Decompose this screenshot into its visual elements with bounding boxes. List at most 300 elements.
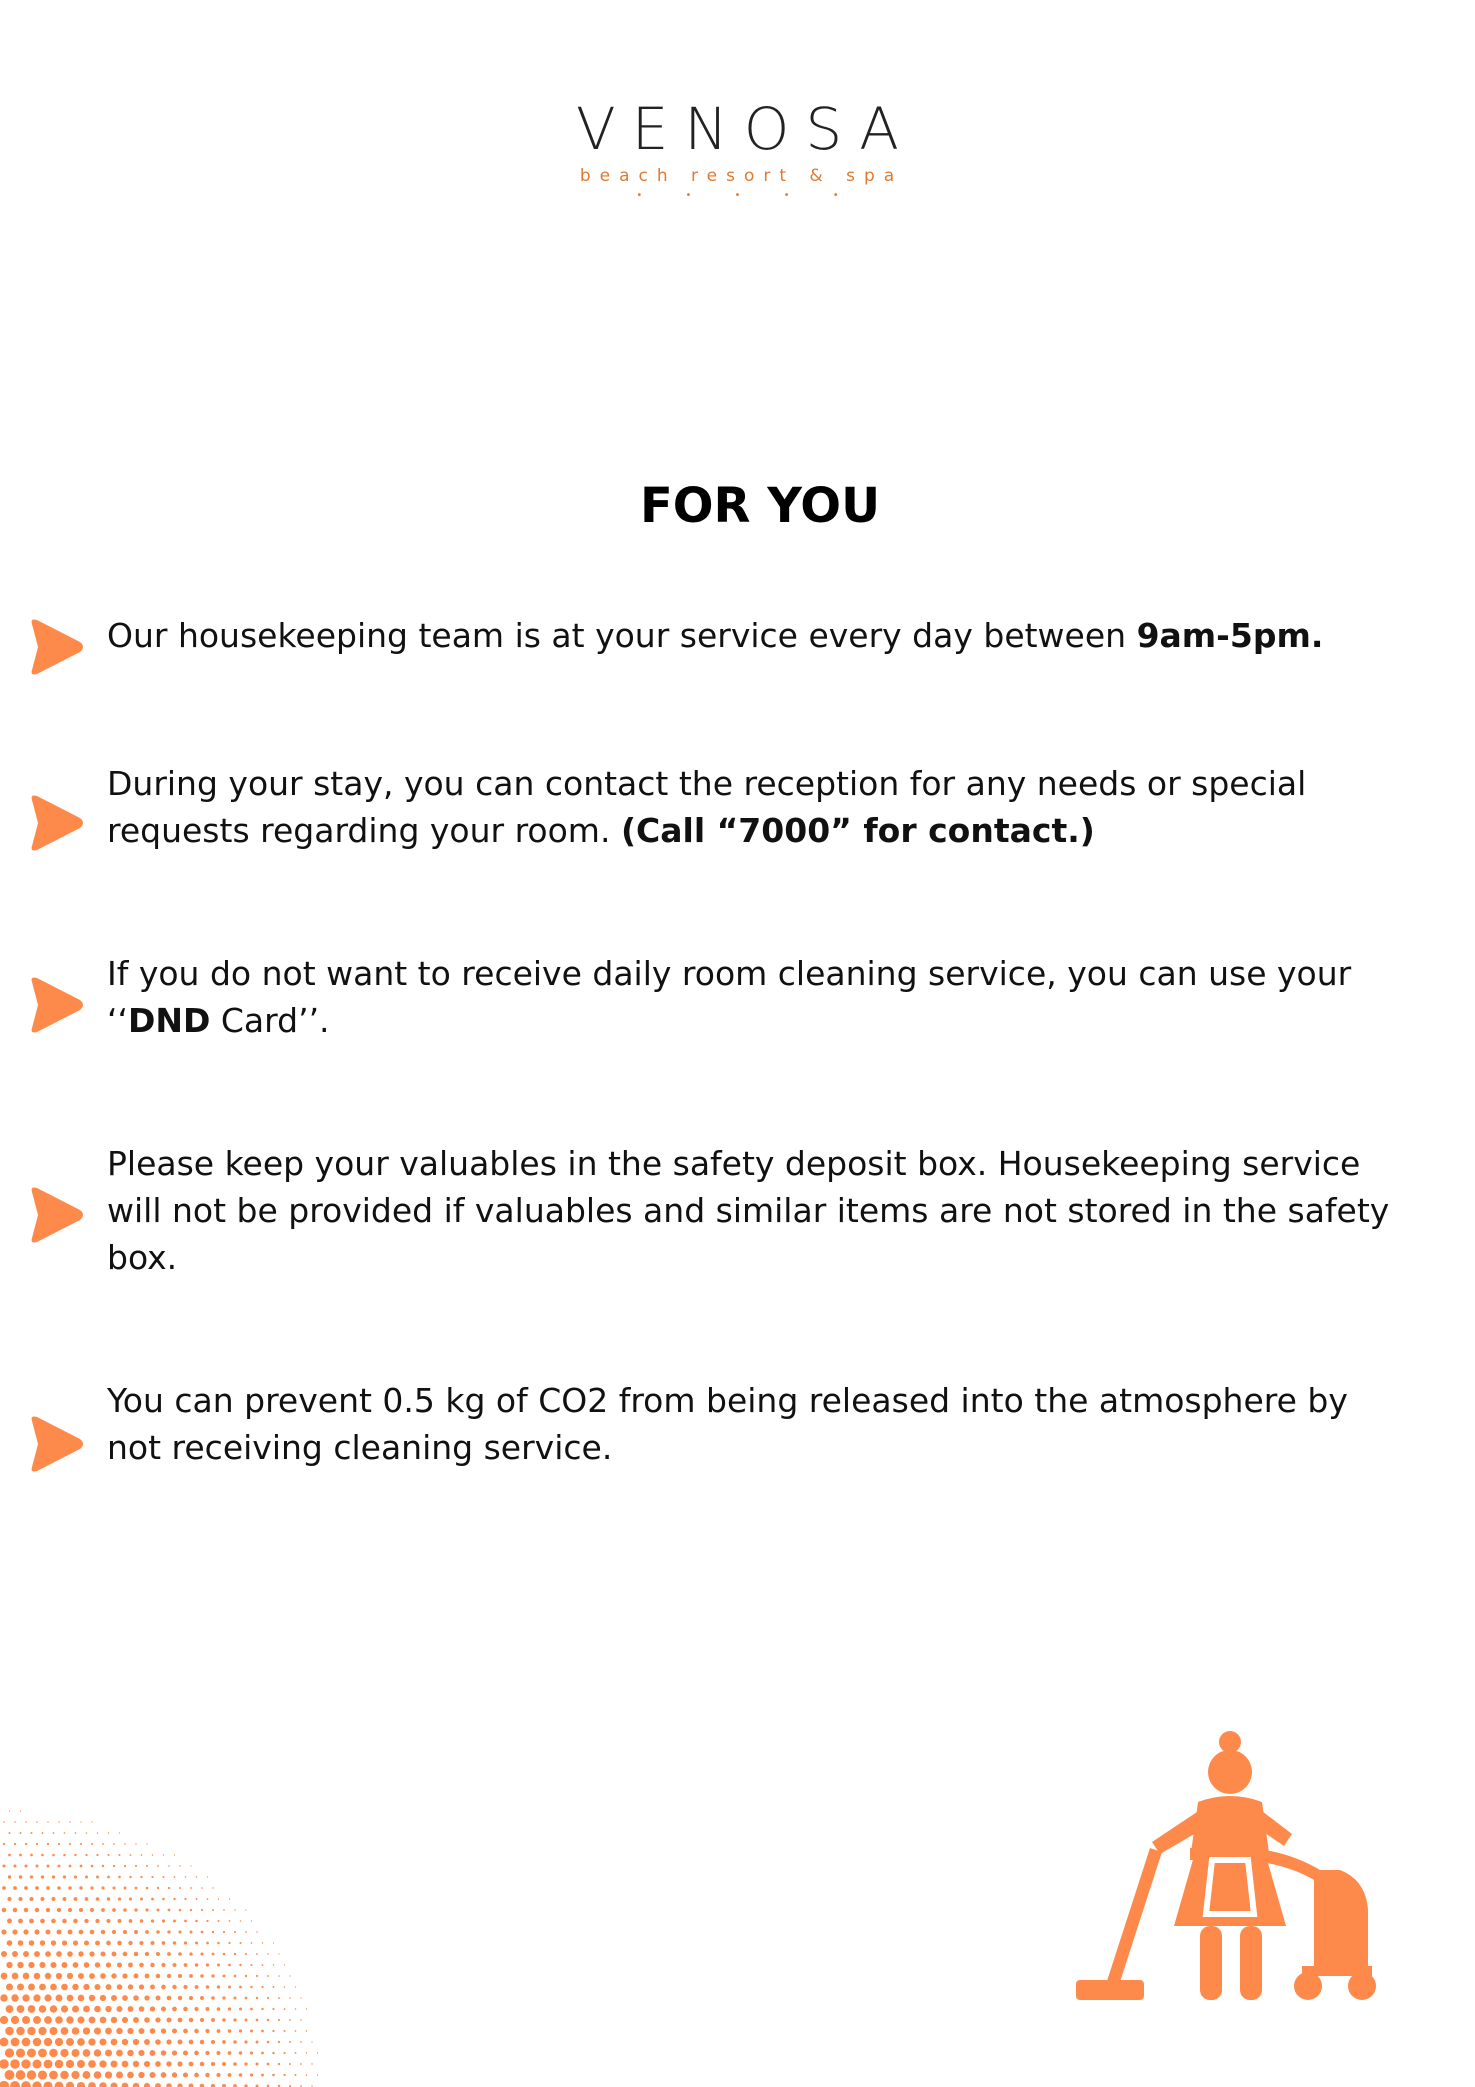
halftone-dot	[32, 2081, 41, 2087]
halftone-dot	[183, 2007, 187, 2011]
halftone-dot	[245, 1931, 247, 1933]
halftone-dot	[23, 1951, 29, 1957]
halftone-dot	[102, 1865, 104, 1867]
halftone-dot	[23, 1973, 30, 1980]
halftone-dot	[295, 2030, 297, 2032]
halftone-dot	[212, 1931, 214, 1933]
halftone-dot	[306, 2008, 307, 2009]
halftone-dot	[172, 1985, 176, 1989]
halftone-dot	[55, 2060, 64, 2069]
halftone-dot	[86, 1832, 88, 1834]
halftone-dot	[80, 1865, 83, 1868]
halftone-dot	[217, 1920, 219, 1922]
halftone-dot	[69, 1821, 70, 1822]
halftone-dot	[38, 2049, 47, 2058]
halftone-dot	[229, 1920, 231, 1922]
halftone-dot	[111, 1973, 116, 1978]
halftone-dot	[117, 1984, 123, 1990]
info-text: You can prevent 0.5 kg of CO2 from being released into the atmosphere by not receiving cleaning service.	[107, 1381, 1348, 1467]
halftone-dot	[183, 2072, 188, 2077]
halftone-dot	[311, 2063, 312, 2064]
halftone-dot	[100, 1995, 106, 2001]
halftone-dot	[189, 1996, 193, 2000]
halftone-dot	[228, 2051, 232, 2055]
halftone-dot	[0, 2081, 9, 2087]
halftone-dot	[189, 2040, 194, 2045]
halftone-dot	[134, 1952, 139, 1957]
halftone-dot	[196, 1898, 198, 1900]
halftone-dot	[317, 2074, 318, 2075]
halftone-dot	[20, 1810, 21, 1811]
halftone-dot	[56, 1951, 62, 1957]
halftone-dot	[5, 2027, 14, 2036]
halftone-dot	[184, 1920, 187, 1923]
halftone-dot	[62, 1962, 68, 1968]
halftone-dot	[251, 1920, 252, 1921]
halftone-dot	[96, 1897, 100, 1901]
halftone-dot	[119, 1854, 121, 1856]
halftone-dot	[151, 1941, 155, 1945]
halftone-dot	[151, 1876, 153, 1878]
halftone-dot	[172, 2050, 177, 2055]
halftone-dot	[68, 1886, 72, 1890]
halftone-dot	[77, 2038, 85, 2046]
halftone-dot	[84, 1940, 89, 1945]
halftone-dot	[18, 1897, 22, 1901]
halftone-dot	[207, 1876, 208, 1877]
halftone-dot	[177, 2083, 182, 2087]
halftone-dot	[196, 1876, 197, 1877]
halftone-dot	[21, 2059, 30, 2068]
halftone-dot	[234, 1909, 235, 1910]
halftone-dot	[128, 1963, 133, 1968]
halftone-dot	[161, 1963, 165, 1967]
halftone-dot	[141, 1854, 143, 1856]
halftone-dot	[77, 2060, 85, 2068]
halftone-dot	[2, 1886, 6, 1890]
halftone-dot	[57, 1886, 61, 1890]
halftone-dot	[211, 1996, 215, 2000]
halftone-dot	[106, 1919, 110, 1923]
halftone-dot	[122, 2039, 129, 2046]
halftone-dot	[64, 1832, 66, 1834]
halftone-dot	[66, 2016, 73, 2023]
halftone-dot	[3, 1821, 5, 1823]
halftone-dot	[124, 1843, 126, 1845]
halftone-dot	[146, 1887, 149, 1890]
halftone-dot	[19, 1875, 22, 1878]
halftone-dot	[21, 2081, 31, 2087]
halftone-dot	[250, 2051, 253, 2054]
halftone-dot	[144, 2061, 150, 2067]
halftone-dot	[12, 1951, 18, 1957]
halftone-dot	[6, 1983, 13, 1990]
halftone-dot	[77, 2082, 85, 2087]
halftone-dot	[189, 2084, 194, 2087]
venosa-logo	[0, 95, 1475, 201]
halftone-dot	[144, 2017, 150, 2023]
halftone-dot	[3, 1843, 5, 1845]
halftone-dot	[200, 2040, 204, 2044]
halftone-dot	[13, 1908, 18, 1913]
halftone-dot	[234, 1931, 236, 1933]
halftone-dot	[61, 1984, 68, 1991]
halftone-dot	[267, 1997, 269, 1999]
halftone-dot	[14, 1821, 16, 1823]
halftone-dot	[222, 2062, 226, 2066]
halftone-dot	[200, 2018, 204, 2022]
halftone-dot	[138, 2050, 144, 2056]
halftone-dot	[30, 1854, 33, 1857]
halftone-dot	[83, 2027, 90, 2034]
halftone-dot	[41, 1854, 44, 1857]
halftone-dot	[261, 1986, 263, 1988]
halftone-dot	[118, 1897, 121, 1900]
halftone-dot	[261, 2052, 264, 2055]
halftone-dot	[289, 1975, 290, 1976]
halftone-dot	[168, 1887, 170, 1889]
halftone-dot	[228, 1964, 231, 1967]
halftone-dot	[72, 2049, 80, 2057]
halftone-dot	[13, 1886, 17, 1890]
halftone-dot	[50, 2005, 57, 2012]
halftone-dot	[273, 1942, 274, 1943]
halftone-dot	[289, 2019, 291, 2021]
halftone-dot	[173, 1898, 175, 1900]
halftone-dot	[267, 2041, 270, 2044]
halftone-dot	[90, 1908, 94, 1912]
halftone-dot	[18, 1940, 24, 1946]
arrow-bullet-icon	[28, 1413, 86, 1475]
halftone-dot	[229, 1898, 230, 1899]
halftone-dot	[278, 1997, 280, 1999]
halftone-dot	[0, 2059, 9, 2069]
halftone-dot	[128, 2006, 134, 2012]
halftone-dot	[105, 2028, 112, 2035]
halftone-dot	[39, 1984, 46, 1991]
halftone-dot	[11, 1994, 18, 2001]
halftone-dot	[105, 2049, 112, 2056]
halftone-dot	[73, 1940, 78, 1945]
halftone-dot	[206, 1920, 208, 1922]
halftone-dot	[177, 2039, 182, 2044]
halftone-dot	[129, 1876, 131, 1878]
halftone-dot	[17, 2005, 25, 2013]
halftone-dot	[306, 2074, 308, 2076]
halftone-dot	[133, 2039, 139, 2045]
halftone-dot	[66, 2082, 74, 2087]
halftone-dot	[190, 1865, 191, 1866]
halftone-dot	[28, 2005, 36, 2013]
halftone-dot	[178, 1952, 182, 1956]
halftone-dot	[190, 1887, 192, 1889]
halftone-dot	[295, 2008, 297, 2010]
halftone-dot	[80, 1843, 82, 1845]
halftone-dot	[101, 1930, 105, 1934]
halftone-dot	[161, 2028, 166, 2033]
halftone-dot	[284, 1986, 286, 1988]
halftone-dot	[108, 1832, 109, 1833]
halftone-dot	[44, 2038, 52, 2046]
halftone-dot	[156, 1974, 161, 1979]
halftone-dot	[295, 2052, 297, 2054]
halftone-dot	[239, 2051, 242, 2054]
halftone-dot	[28, 1962, 34, 1968]
halftone-dot	[201, 1887, 203, 1889]
halftone-dot	[261, 2030, 264, 2033]
halftone-dot	[200, 2062, 205, 2067]
halftone-dot	[190, 1909, 192, 1911]
halftone-dot	[179, 1865, 180, 1866]
halftone-dot	[177, 2061, 182, 2066]
halftone-dot	[135, 1843, 136, 1844]
halftone-dot	[29, 1919, 34, 1924]
halftone-dot	[107, 1897, 110, 1900]
halftone-dot	[8, 1854, 11, 1857]
halftone-dot	[163, 1876, 165, 1878]
halftone-dot	[157, 1887, 159, 1889]
halftone-dot	[133, 2017, 139, 2023]
halftone-dot	[311, 2041, 312, 2042]
halftone-dot	[205, 2073, 209, 2077]
halftone-dot	[83, 1984, 89, 1990]
halftone-dot	[118, 1876, 121, 1879]
halftone-dot	[105, 2071, 112, 2078]
halftone-dot	[127, 2028, 133, 2034]
halftone-dot	[113, 1843, 115, 1845]
halftone-dot	[107, 1876, 110, 1879]
halftone-dot	[0, 2038, 8, 2047]
halftone-dot	[228, 1942, 230, 1944]
halftone-dot	[139, 2006, 145, 2012]
halftone-dot	[122, 2061, 129, 2068]
halftone-dot	[217, 2029, 221, 2033]
halftone-dot	[34, 1951, 40, 1957]
halftone-dot	[151, 1898, 154, 1901]
halftone-dot	[7, 1919, 12, 1924]
halftone-dot	[156, 1930, 160, 1934]
halftone-dot	[194, 2051, 199, 2056]
halftone-dot	[36, 1843, 38, 1845]
halftone-dot	[167, 1996, 172, 2001]
halftone-dot	[25, 1821, 27, 1823]
halftone-dot	[45, 1951, 51, 1957]
logo-stars: • • • • •	[636, 190, 859, 201]
halftone-dot	[90, 1886, 93, 1889]
halftone-dot	[51, 1940, 56, 1945]
halftone-dot	[106, 1962, 111, 1967]
halftone-dot	[24, 1864, 27, 1867]
halftone-dot	[75, 1832, 77, 1834]
halftone-dot	[245, 1997, 248, 2000]
halftone-dot	[273, 1986, 275, 1988]
halftone-dot	[63, 1897, 67, 1901]
halftone-dot	[205, 2029, 209, 2033]
halftone-dot	[167, 1974, 171, 1978]
halftone-dot	[12, 1973, 19, 1980]
halftone-dot	[139, 2028, 145, 2034]
halftone-dot	[16, 2027, 24, 2035]
halftone-dot	[12, 1929, 17, 1934]
halftone-dot	[31, 1832, 33, 1834]
halftone-dot	[45, 1973, 51, 1979]
halftone-dot	[139, 1963, 144, 1968]
halftone-dot	[233, 2018, 236, 2021]
halftone-dot	[256, 2019, 259, 2022]
halftone-dot	[83, 2071, 91, 2079]
halftone-dot	[245, 1909, 246, 1910]
halftone-dot	[133, 2083, 140, 2087]
halftone-dot	[118, 1919, 122, 1923]
halftone-dot	[216, 2073, 220, 2077]
halftone-dot	[166, 2083, 172, 2087]
halftone-dot	[223, 1953, 226, 1956]
halftone-dot	[295, 1986, 296, 1987]
halftone-dot	[155, 2061, 161, 2067]
halftone-dot	[140, 1876, 142, 1878]
halftone-dot	[78, 1973, 84, 1979]
halftone-dot	[99, 2038, 106, 2045]
halftone-dot	[10, 2059, 20, 2069]
halftone-dot	[167, 1952, 171, 1956]
halftone-dot	[256, 1975, 258, 1977]
halftone-dot	[173, 1941, 176, 1944]
halftone-dot	[195, 1942, 198, 1945]
halftone-dot	[261, 2074, 264, 2077]
halftone-dot	[61, 2005, 68, 2012]
halftone-dot	[195, 1985, 199, 1989]
halftone-dot	[16, 2048, 25, 2057]
halftone-dot	[217, 1985, 220, 1988]
halftone-dot	[101, 1886, 104, 1889]
halftone-dot	[206, 1942, 209, 1945]
halftone-dot	[184, 1898, 186, 1900]
halftone-dot	[74, 1875, 77, 1878]
halftone-dot	[161, 2050, 167, 2056]
halftone-dot	[40, 1919, 45, 1924]
halftone-dot	[83, 2049, 91, 2057]
halftone-dot	[122, 2083, 129, 2087]
halftone-dots-decoration	[0, 1730, 380, 2087]
halftone-dot	[7, 1897, 11, 1901]
halftone-dot	[39, 1962, 45, 1968]
halftone-dot	[256, 2063, 259, 2066]
halftone-dot	[162, 1941, 166, 1945]
halftone-dot	[317, 2052, 318, 2053]
halftone-dot	[239, 2029, 242, 2032]
halftone-dot	[58, 1843, 60, 1845]
halftone-dot	[2, 1864, 5, 1867]
halftone-dot	[35, 1908, 39, 1912]
halftone-dot	[129, 1897, 132, 1900]
arrow-bullet-icon	[28, 792, 86, 854]
halftone-dot	[267, 1975, 269, 1977]
halftone-dot	[174, 1876, 176, 1878]
halftone-dot	[110, 2060, 117, 2067]
halftone-dot	[195, 1920, 198, 1923]
halftone-dot	[150, 2028, 156, 2034]
halftone-dot	[283, 2052, 285, 2054]
halftone-dot	[61, 2027, 69, 2035]
halftone-dot	[60, 2049, 68, 2057]
halftone-dot	[95, 1941, 100, 1946]
halftone-dot	[91, 1843, 93, 1845]
halftone-dot	[228, 2007, 231, 2010]
halftone-dot	[123, 1930, 127, 1934]
halftone-dot	[133, 2061, 139, 2067]
halftone-dot	[55, 2082, 64, 2087]
halftone-dot	[178, 2018, 183, 2023]
halftone-dot	[88, 2038, 95, 2045]
halftone-dot	[105, 2006, 111, 2012]
halftone-dot	[47, 1821, 49, 1823]
info-text: Our housekeeping team is at your service every day between 9am-5pm.	[107, 616, 1324, 655]
halftone-dot	[228, 2029, 232, 2033]
halftone-dot	[124, 1887, 127, 1890]
halftone-dot	[207, 1898, 209, 1900]
halftone-dot	[183, 2051, 188, 2056]
halftone-dot	[139, 1984, 144, 1989]
halftone-dot	[11, 2016, 19, 2024]
halftone-dot	[106, 1984, 112, 1990]
halftone-dot	[17, 1983, 24, 1990]
halftone-dot	[95, 1919, 99, 1923]
halftone-dot	[178, 1996, 182, 2000]
halftone-dot	[24, 1908, 28, 1912]
halftone-dot	[68, 1908, 72, 1912]
halftone-dot	[272, 2030, 274, 2032]
halftone-dot	[25, 1843, 27, 1845]
halftone-dot	[172, 2007, 177, 2012]
halftone-dot	[110, 2082, 117, 2087]
halftone-dot	[94, 1984, 100, 1990]
halftone-dot	[284, 2008, 286, 2010]
halftone-dot	[50, 1984, 57, 1991]
halftone-dot	[201, 1909, 203, 1911]
halftone-dot	[222, 2040, 226, 2044]
halftone-dot	[46, 1908, 50, 1912]
halftone-dot	[245, 1975, 247, 1977]
halftone-dot	[73, 1919, 77, 1923]
halftone-dot	[183, 1985, 187, 1989]
halftone-dot	[206, 1985, 210, 1989]
halftone-dot	[150, 2050, 156, 2056]
halftone-dot	[89, 1995, 95, 2001]
halftone-dot	[99, 2082, 106, 2087]
halftone-dot	[49, 2049, 58, 2058]
halftone-dot	[179, 1887, 181, 1889]
halftone-dot	[7, 1940, 13, 1946]
halftone-dot	[89, 1973, 95, 1979]
halftone-dot	[66, 2060, 74, 2068]
halftone-dot	[36, 1865, 39, 1868]
halftone-dot	[44, 2016, 52, 2024]
halftone-dot	[150, 2072, 156, 2078]
halftone-dot	[145, 1974, 150, 1979]
halftone-dot	[240, 1920, 242, 1922]
halftone-dot	[112, 1908, 116, 1912]
halftone-dot	[256, 1953, 258, 1955]
halftone-dot	[283, 2074, 285, 2076]
halftone-dot	[233, 1996, 236, 1999]
halftone-dot	[89, 1951, 94, 1956]
halftone-dot	[63, 1875, 66, 1878]
halftone-dot	[33, 2038, 42, 2047]
halftone-dot	[161, 2072, 167, 2078]
halftone-dot	[200, 1974, 204, 1978]
halftone-dot	[130, 1854, 132, 1856]
halftone-dot	[178, 1930, 181, 1933]
